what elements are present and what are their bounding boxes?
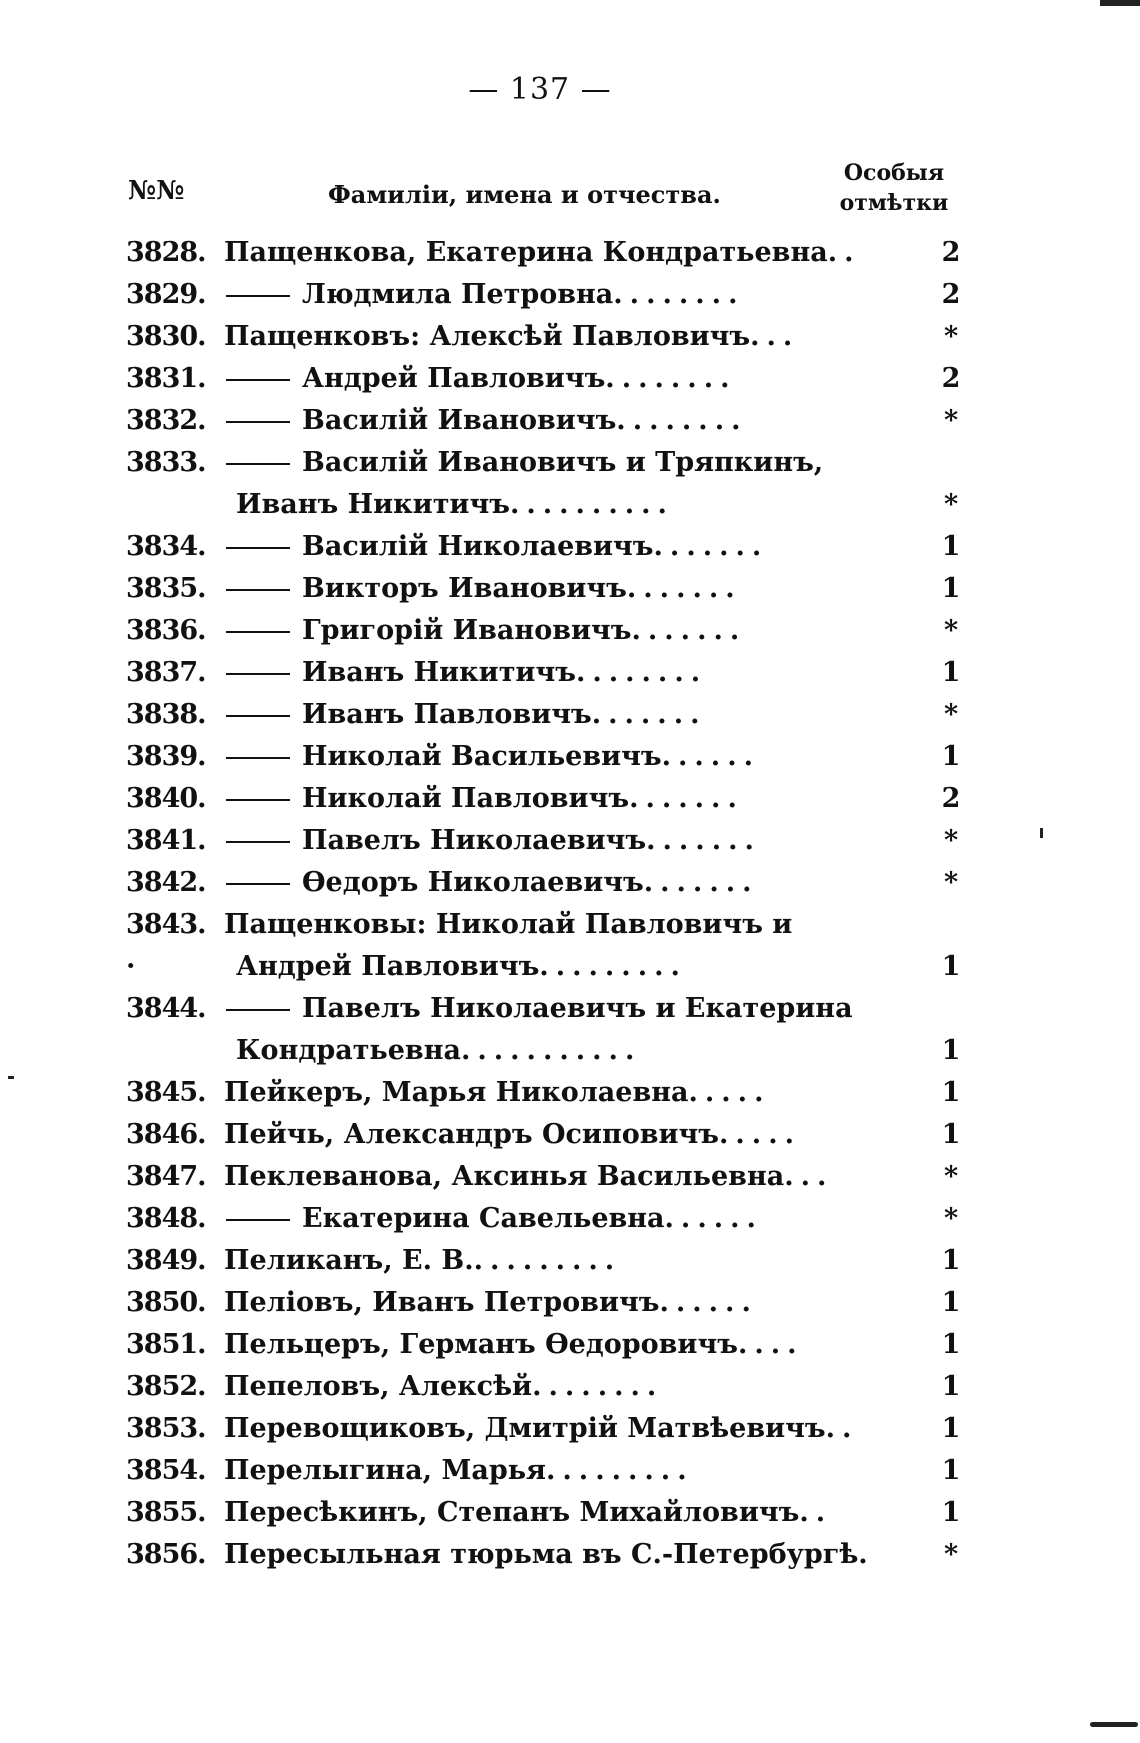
entry-text	[224, 358, 910, 400]
entry-text	[236, 946, 910, 988]
leader-dots: ........	[605, 363, 737, 394]
leader-dots: ......	[659, 1287, 758, 1318]
entry-row	[126, 1324, 970, 1366]
entry-row	[126, 358, 970, 400]
entry-text	[224, 778, 910, 820]
entry-number: 3838.	[126, 699, 206, 730]
entry-mark: *	[943, 1161, 959, 1192]
leader-dots: ........	[532, 1371, 664, 1402]
entry-row	[126, 1450, 970, 1492]
entry-mark: 2	[941, 279, 961, 310]
leader-dots: .........	[473, 1245, 622, 1276]
entry-name: Пащенковы: Николай Павловичъ и	[224, 909, 793, 940]
entry-row	[126, 1408, 970, 1450]
leader-dots: .....	[719, 1119, 801, 1150]
entry-row	[126, 736, 970, 778]
scan-speck	[1090, 1722, 1138, 1727]
entry-name: Викторъ Ивановичъ	[302, 573, 627, 604]
entry-text	[224, 820, 910, 862]
entry-row	[126, 1240, 970, 1282]
entry-name: Василій Николаевичъ	[302, 531, 654, 562]
entry-row	[126, 652, 970, 694]
entry-name: Людмила Петровна	[302, 279, 614, 310]
leader-dots: .........	[539, 951, 687, 982]
ditto-dash	[226, 1219, 290, 1221]
leader-dots: .......	[626, 573, 742, 604]
entry-name: Пейчь, Александръ Осиповичъ	[224, 1119, 719, 1150]
entry-number: 3842.	[126, 867, 206, 898]
entry-name: Пеліовъ, Иванъ Петровичъ	[224, 1287, 660, 1318]
entry-mark: *	[943, 699, 959, 730]
entry-text	[224, 1450, 910, 1492]
entry-text	[236, 484, 910, 526]
ditto-dash	[226, 799, 290, 801]
entry-row	[126, 1114, 970, 1156]
entry-row	[126, 400, 970, 442]
entry-row	[126, 442, 970, 484]
entry-text	[224, 316, 910, 358]
entry-text	[224, 1282, 910, 1324]
entry-number: 3852.	[126, 1371, 206, 1402]
entry-name: Андрей Павловичъ	[236, 951, 540, 982]
scan-speck	[1100, 0, 1140, 6]
entry-text	[224, 1240, 910, 1282]
entry-number: 3850.	[126, 1287, 206, 1318]
column-header-names: Фамиліи, имена и отчества.	[328, 180, 721, 209]
entry-mark: 1	[941, 1455, 961, 1486]
leader-dots: .....	[688, 1077, 771, 1108]
entry-row	[126, 820, 970, 862]
entry-text	[224, 736, 910, 778]
entry-number: 3855.	[126, 1497, 206, 1528]
entry-mark: 2	[941, 237, 961, 268]
entry-mark: 1	[941, 1413, 961, 1444]
leader-dots: ........	[616, 405, 748, 436]
entry-row	[126, 988, 970, 1030]
entry-number: 3847.	[126, 1161, 206, 1192]
entry-text	[224, 1408, 910, 1450]
entry-mark: 1	[941, 573, 961, 604]
entry-name: Николай Васильевичъ	[302, 741, 662, 772]
entry-number: 3853.	[126, 1413, 206, 1444]
entry-mark: *	[943, 489, 959, 520]
leader-dots: ...........	[460, 1035, 642, 1066]
entry-number: 3831.	[126, 363, 206, 394]
entry-mark: *	[943, 825, 959, 856]
entry-number: 3837.	[126, 657, 206, 688]
entry-name: Григорій Ивановичъ	[302, 615, 632, 646]
entry-name: Пащенкова, Екатерина Кондратьевна	[224, 237, 828, 268]
entry-text	[224, 904, 910, 946]
entry-number: 3846.	[126, 1119, 206, 1150]
leader-dots: .......	[629, 783, 744, 814]
leader-dots: ..	[825, 1413, 859, 1444]
leader-dots: ...	[750, 321, 800, 352]
ditto-dash	[226, 883, 290, 885]
entry-number: ·	[126, 951, 135, 982]
scan-speck	[1040, 828, 1043, 838]
entry-row	[126, 1072, 970, 1114]
entry-text	[224, 1156, 910, 1198]
leader-dots: ..	[827, 237, 861, 268]
entry-name: Пересыльная тюрьма въ С.-Петербургѣ.	[224, 1539, 868, 1570]
entry-number: 3832.	[126, 405, 206, 436]
entry-name: Перелыгина, Марья	[224, 1455, 546, 1486]
entry-name: Василій Ивановичъ и Тряпкинъ,	[302, 447, 824, 478]
entry-mark: 1	[941, 951, 961, 982]
entry-mark: 1	[941, 1329, 961, 1360]
ditto-dash	[226, 379, 290, 381]
leader-dots: ......	[664, 1203, 763, 1234]
entry-mark: 1	[941, 1497, 961, 1528]
leader-dots: ........	[575, 657, 708, 688]
entry-row	[126, 1534, 970, 1576]
entry-number: 3849.	[126, 1245, 206, 1276]
entry-row	[126, 904, 970, 946]
entry-mark: *	[943, 1203, 959, 1234]
column-header-number: №№	[128, 176, 185, 206]
entry-row	[126, 526, 970, 568]
leader-dots: .......	[591, 699, 707, 730]
ditto-dash	[226, 589, 290, 591]
entry-name: Пащенковъ: Алексѣй Павловичъ	[224, 321, 751, 352]
leader-dots: ......	[661, 741, 760, 772]
leader-dots: ........	[613, 279, 745, 310]
entry-mark: *	[943, 321, 959, 352]
entry-mark: 1	[941, 1077, 961, 1108]
entry-row	[126, 1282, 970, 1324]
entry-mark: 1	[941, 1371, 961, 1402]
leader-dots: .......	[646, 825, 761, 856]
leader-dots: .......	[643, 867, 759, 898]
entry-number: 3845.	[126, 1077, 206, 1108]
entry-name: Пересѣкинъ, Степанъ Михайловичъ	[224, 1497, 800, 1528]
leader-dots: ....	[737, 1329, 804, 1360]
entry-name: Иванъ Никитичъ	[236, 489, 510, 520]
entry-name: Пельцеръ, Германъ Ѳедоровичъ	[224, 1329, 738, 1360]
leader-dots: .........	[546, 1455, 694, 1486]
entry-name: Иванъ Павловичъ	[302, 699, 592, 730]
entry-row-continued	[126, 484, 970, 526]
scan-speck	[8, 1076, 14, 1079]
entry-name: Николай Павловичъ	[302, 783, 630, 814]
entry-row	[126, 274, 970, 316]
entry-name: Екатерина Савельевна	[302, 1203, 665, 1234]
entry-text	[224, 568, 910, 610]
entry-name: Андрей Павловичъ	[302, 363, 606, 394]
entry-text	[224, 442, 910, 484]
entry-mark: 2	[941, 363, 961, 394]
ditto-dash	[226, 463, 290, 465]
column-header-marks: Особыя отмѣтки	[839, 160, 949, 216]
entry-row	[126, 316, 970, 358]
entry-number: 3834.	[126, 531, 206, 562]
entry-text	[224, 988, 910, 1030]
entry-number: 3836.	[126, 615, 206, 646]
entry-name: Павелъ Николаевичъ и Екатерина	[302, 993, 853, 1024]
entry-text	[224, 400, 910, 442]
entry-number: 3833.	[126, 447, 206, 478]
ditto-dash	[226, 295, 290, 297]
entry-text	[224, 526, 910, 568]
entry-number: 3839.	[126, 741, 206, 772]
entry-number: 3856.	[126, 1539, 206, 1570]
entry-number: 3854.	[126, 1455, 206, 1486]
leader-dots: ...	[784, 1161, 834, 1192]
entry-name: Пепеловъ, Алексѣй	[224, 1371, 533, 1402]
entry-number: 3829.	[126, 279, 206, 310]
entry-name: Пейкеръ, Марья Николаевна	[224, 1077, 689, 1108]
entry-mark: 1	[941, 1287, 961, 1318]
entry-text	[224, 1114, 910, 1156]
entry-row-continued	[126, 1030, 970, 1072]
entry-number: 3841.	[126, 825, 206, 856]
entry-text	[224, 232, 910, 274]
entry-mark: 1	[941, 1119, 961, 1150]
entry-list	[126, 232, 970, 1576]
ditto-dash	[226, 1009, 290, 1011]
entry-name: Иванъ Никитичъ	[302, 657, 576, 688]
entry-row	[126, 1366, 970, 1408]
entry-row-continued	[126, 946, 970, 988]
entry-name: Пеклеванова, Аксинья Васильевна	[224, 1161, 785, 1192]
entry-name: Перевощиковъ, Дмитрій Матвѣевичъ	[224, 1413, 826, 1444]
leader-dots: ..........	[509, 489, 674, 520]
entry-text	[224, 610, 910, 652]
entry-number: 3828.	[126, 237, 206, 268]
entry-mark: 1	[941, 531, 961, 562]
leader-dots: .......	[631, 615, 747, 646]
ditto-dash	[226, 631, 290, 633]
entry-number: 3844.	[126, 993, 206, 1024]
entry-row	[126, 778, 970, 820]
entry-mark: 2	[941, 783, 961, 814]
page-number: — 137 —	[468, 72, 612, 107]
entry-mark: 1	[941, 1245, 961, 1276]
ditto-dash	[226, 421, 290, 423]
entry-row	[126, 232, 970, 274]
entry-number: 3835.	[126, 573, 206, 604]
entry-text	[224, 1072, 910, 1114]
entry-text	[224, 1324, 910, 1366]
entry-row	[126, 568, 970, 610]
entry-text	[224, 694, 910, 736]
entry-mark: *	[943, 615, 959, 646]
entry-number: 3848.	[126, 1203, 206, 1234]
entry-row	[126, 1198, 970, 1240]
entry-name: Пеликанъ, Е. В.	[224, 1245, 474, 1276]
entry-text	[224, 274, 910, 316]
entry-name: Василій Ивановичъ	[302, 405, 617, 436]
entry-number: 3843.	[126, 909, 206, 940]
entry-name: Ѳедоръ Николаевичъ	[302, 867, 644, 898]
entry-mark: *	[943, 405, 959, 436]
entry-row	[126, 862, 970, 904]
ditto-dash	[226, 757, 290, 759]
ditto-dash	[226, 673, 290, 675]
entry-row	[126, 1492, 970, 1534]
entry-text	[224, 1534, 910, 1576]
entry-text	[224, 1198, 910, 1240]
entry-mark: 1	[941, 741, 961, 772]
entry-mark: 1	[941, 1035, 961, 1066]
ditto-dash	[226, 841, 290, 843]
entry-number: 3851.	[126, 1329, 206, 1360]
entry-name: Павелъ Николаевичъ	[302, 825, 647, 856]
leader-dots: .......	[653, 531, 769, 562]
entry-text	[224, 1366, 910, 1408]
entry-row	[126, 694, 970, 736]
ditto-dash	[226, 547, 290, 549]
entry-mark: *	[943, 1539, 959, 1570]
entry-mark: 1	[941, 657, 961, 688]
entry-number: 3840.	[126, 783, 206, 814]
entry-number: 3830.	[126, 321, 206, 352]
ditto-dash	[226, 715, 290, 717]
entry-row	[126, 610, 970, 652]
entry-mark: *	[943, 867, 959, 898]
entry-text	[236, 1030, 910, 1072]
entry-text	[224, 862, 910, 904]
entry-name: Кондратьевна	[236, 1035, 461, 1066]
entry-row	[126, 1156, 970, 1198]
leader-dots: ..	[799, 1497, 833, 1528]
entry-text	[224, 652, 910, 694]
entry-text	[224, 1492, 910, 1534]
